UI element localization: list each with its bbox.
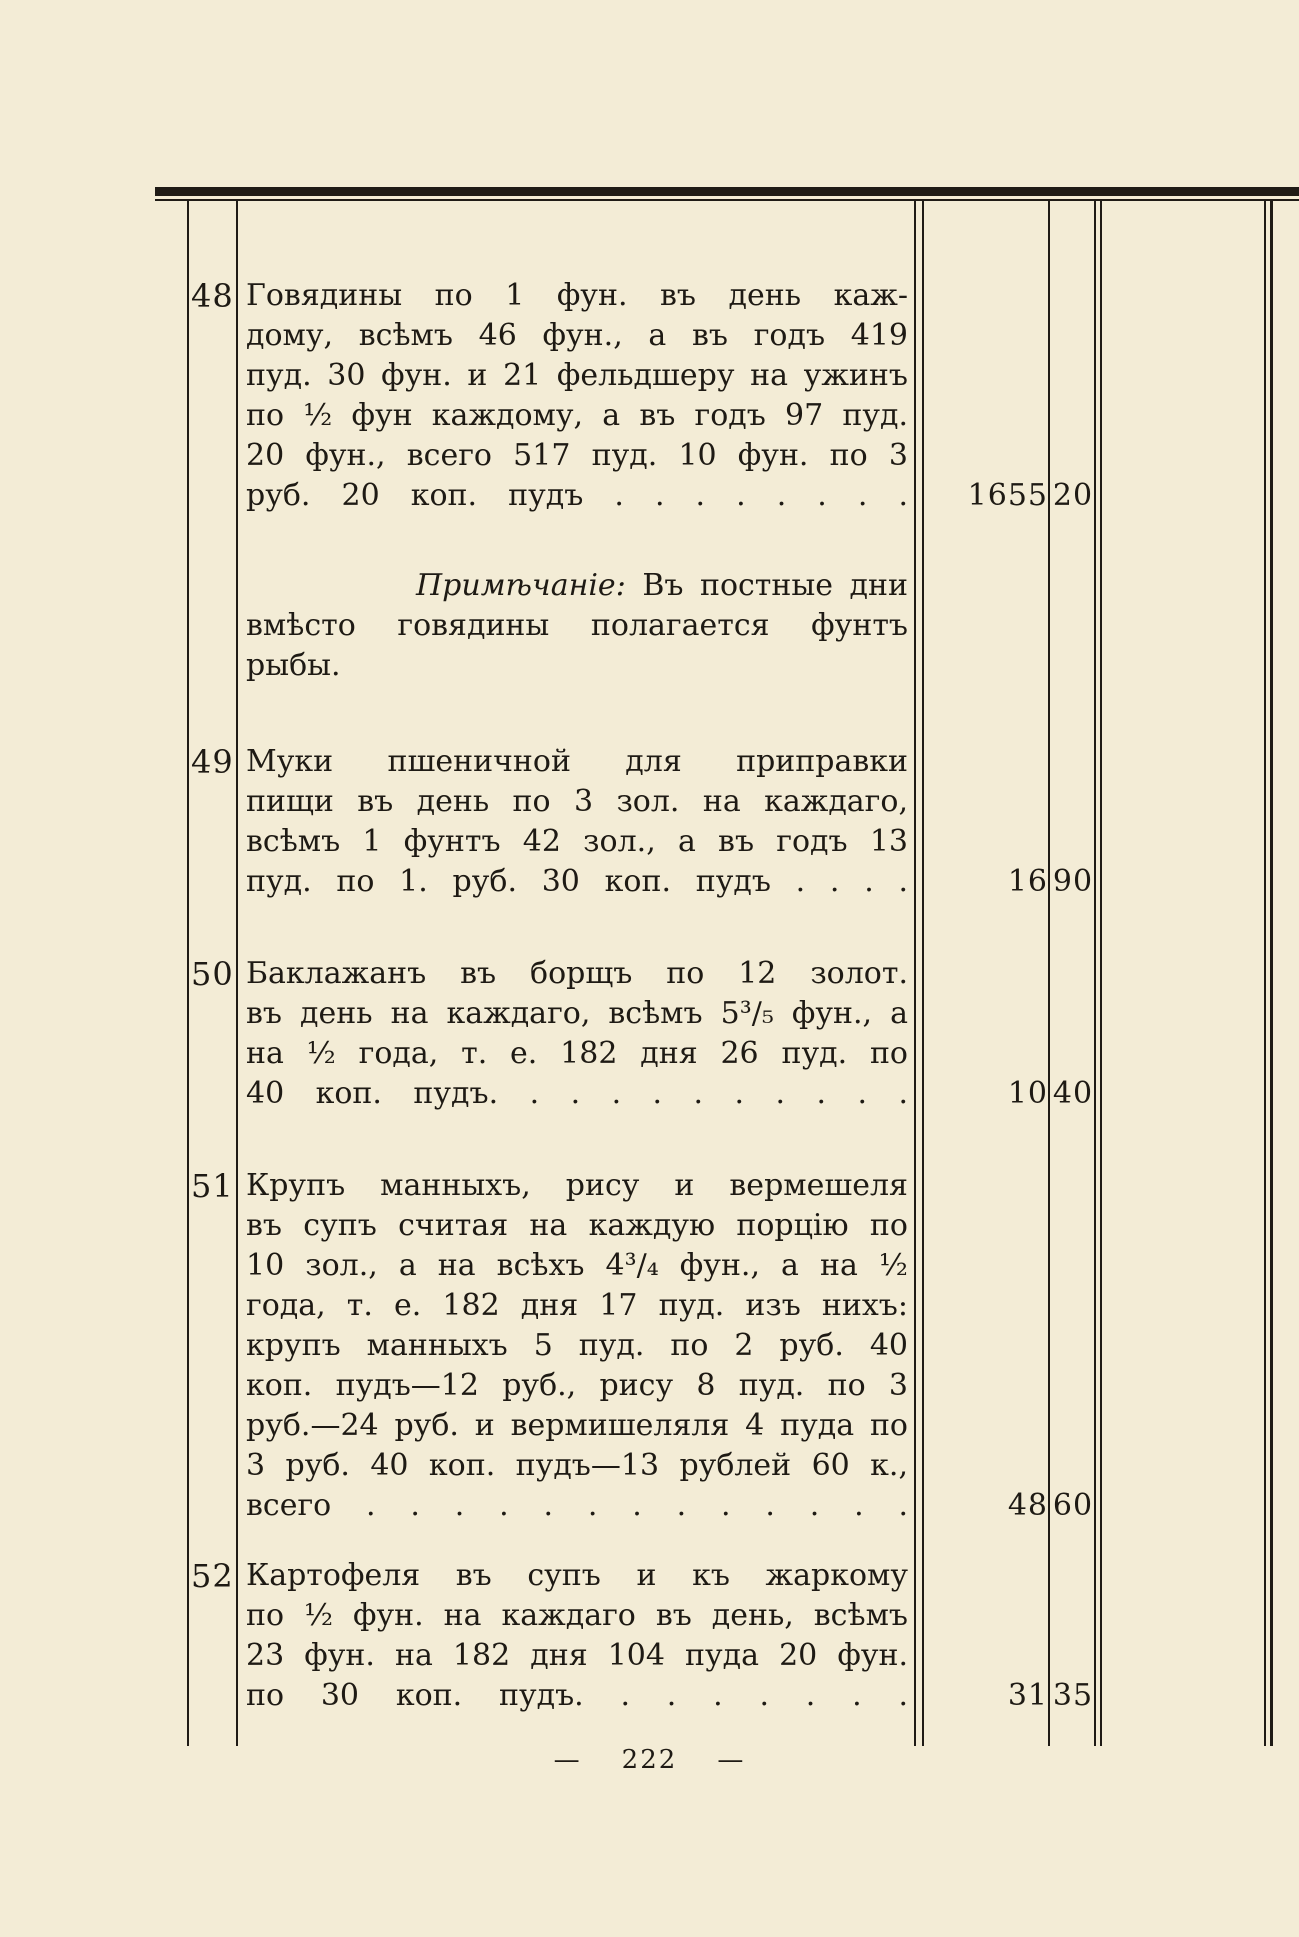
entry-text (246, 1556, 908, 1716)
entry-line: по ½ фун. на каждаго въ день, всѣмъ (246, 1598, 908, 1633)
page-number: 222 (621, 1745, 678, 1775)
entry-text (246, 742, 908, 902)
kopecks-amount: 60 (1052, 1488, 1094, 1523)
rubles-amount: 31 (1007, 1678, 1048, 1713)
rubles-amount: 1655 (967, 478, 1048, 513)
footer-dash-right: — (717, 1745, 746, 1775)
note-text: Въ постные дни (642, 568, 908, 603)
entry-line: на ½ года, т. е. 182 дня 26 пуд. по (246, 1036, 908, 1071)
entry-line: всѣмъ 1 фунтъ 42 зол., а въ годъ 13 (246, 824, 908, 859)
entry-line: по 30 коп. пудъ. . . . . . . . (246, 1678, 908, 1713)
kopecks-column-rule-a (1094, 201, 1096, 1746)
right-border-rule-a (1264, 201, 1266, 1746)
note-line: вмѣсто говядины полагается фунтъ (246, 608, 908, 643)
rubles-amount: 48 (1007, 1488, 1048, 1523)
number-column-rule (236, 201, 238, 1746)
entry-line: 3 руб. 40 коп. пудъ—13 рублей 60 к., (246, 1448, 908, 1483)
entry-line: коп. пудъ—12 руб., рису 8 пуд. по 3 (246, 1368, 908, 1403)
kopecks-amount: 40 (1052, 1076, 1094, 1111)
entry-line: всего . . . . . . . . . . . . . (246, 1488, 908, 1523)
entry-text (246, 276, 908, 516)
entry-line: Муки пшеничной для приправки (246, 744, 908, 779)
entry-line: 23 фун. на 182 дня 104 пуда 20 фун. (246, 1638, 908, 1673)
entry-number: 49 (191, 743, 234, 781)
text-column-rule-a (914, 201, 916, 1746)
entry-line: пуд. 30 фун. и 21 фельдшеру на ужинъ (246, 358, 908, 393)
entry-line: въ супъ считая на каждую порцію по (246, 1208, 908, 1243)
entry-line: Говядины по 1 фун. въ день каж- (246, 278, 908, 313)
entry-line: руб.—24 руб. и вермишеляля 4 пуда по (246, 1408, 908, 1443)
entry-number: 50 (191, 955, 234, 993)
entry-line: руб. 20 коп. пудъ . . . . . . . . (246, 478, 908, 513)
entry-line: года, т. е. 182 дня 17 пуд. изъ нихъ: (246, 1288, 908, 1323)
text-column-rule-b (922, 201, 924, 1746)
entry-line: Картофеля въ супъ и къ жаркому (246, 1558, 908, 1593)
entry-line: по ½ фун каждому, а въ годъ 97 пуд. (246, 398, 908, 433)
kopecks-amount: 20 (1052, 478, 1094, 513)
top-heavy-rule (155, 187, 1299, 196)
kopecks-column-rule-b (1100, 201, 1102, 1746)
kopecks-amount: 35 (1052, 1678, 1094, 1713)
entry-line: Крупъ манныхъ, рису и вермешеля (246, 1168, 908, 1203)
top-thin-rule (155, 199, 1299, 201)
entry-text (246, 1166, 908, 1526)
rubles-amount: 10 (1007, 1076, 1048, 1111)
entry-number: 51 (191, 1167, 234, 1205)
rubles-column-rule (1048, 201, 1050, 1746)
rubles-amount: 16 (1007, 864, 1048, 899)
entry-line: 10 зол., а на всѣхъ 4³/₄ фун., а на ½ (246, 1248, 908, 1283)
kopecks-amount: 90 (1052, 864, 1094, 899)
entry-number: 52 (191, 1557, 234, 1595)
entry-line: пищи въ день по 3 зол. на каждаго, (246, 784, 908, 819)
note-label: Примѣчаніе: (416, 568, 626, 603)
left-border-rule (187, 201, 189, 1746)
entry-line: пуд. по 1. руб. 30 коп. пудъ . . . . (246, 864, 908, 899)
entry-line: Баклажанъ въ борщъ по 12 золот. (246, 956, 908, 991)
right-border-rule-b (1270, 201, 1273, 1746)
entry-line: въ день на каждаго, всѣмъ 5³/₅ фун., а (246, 996, 908, 1031)
entry-line: дому, всѣмъ 46 фун., а въ годъ 419 (246, 318, 908, 353)
entry-text (246, 954, 908, 1114)
note-line: рыбы. (246, 648, 341, 683)
page-footer (0, 1744, 1299, 1776)
entry-number: 48 (191, 277, 234, 315)
entry-line: 20 фун., всего 517 пуд. 10 фун. по 3 (246, 438, 908, 473)
entry-line: крупъ манныхъ 5 пуд. по 2 руб. 40 (246, 1328, 908, 1363)
footer-dash-left: — (553, 1745, 582, 1775)
note-line (246, 566, 908, 606)
note-block (246, 566, 908, 686)
entry-line: 40 коп. пудъ. . . . . . . . . . . (246, 1076, 908, 1111)
